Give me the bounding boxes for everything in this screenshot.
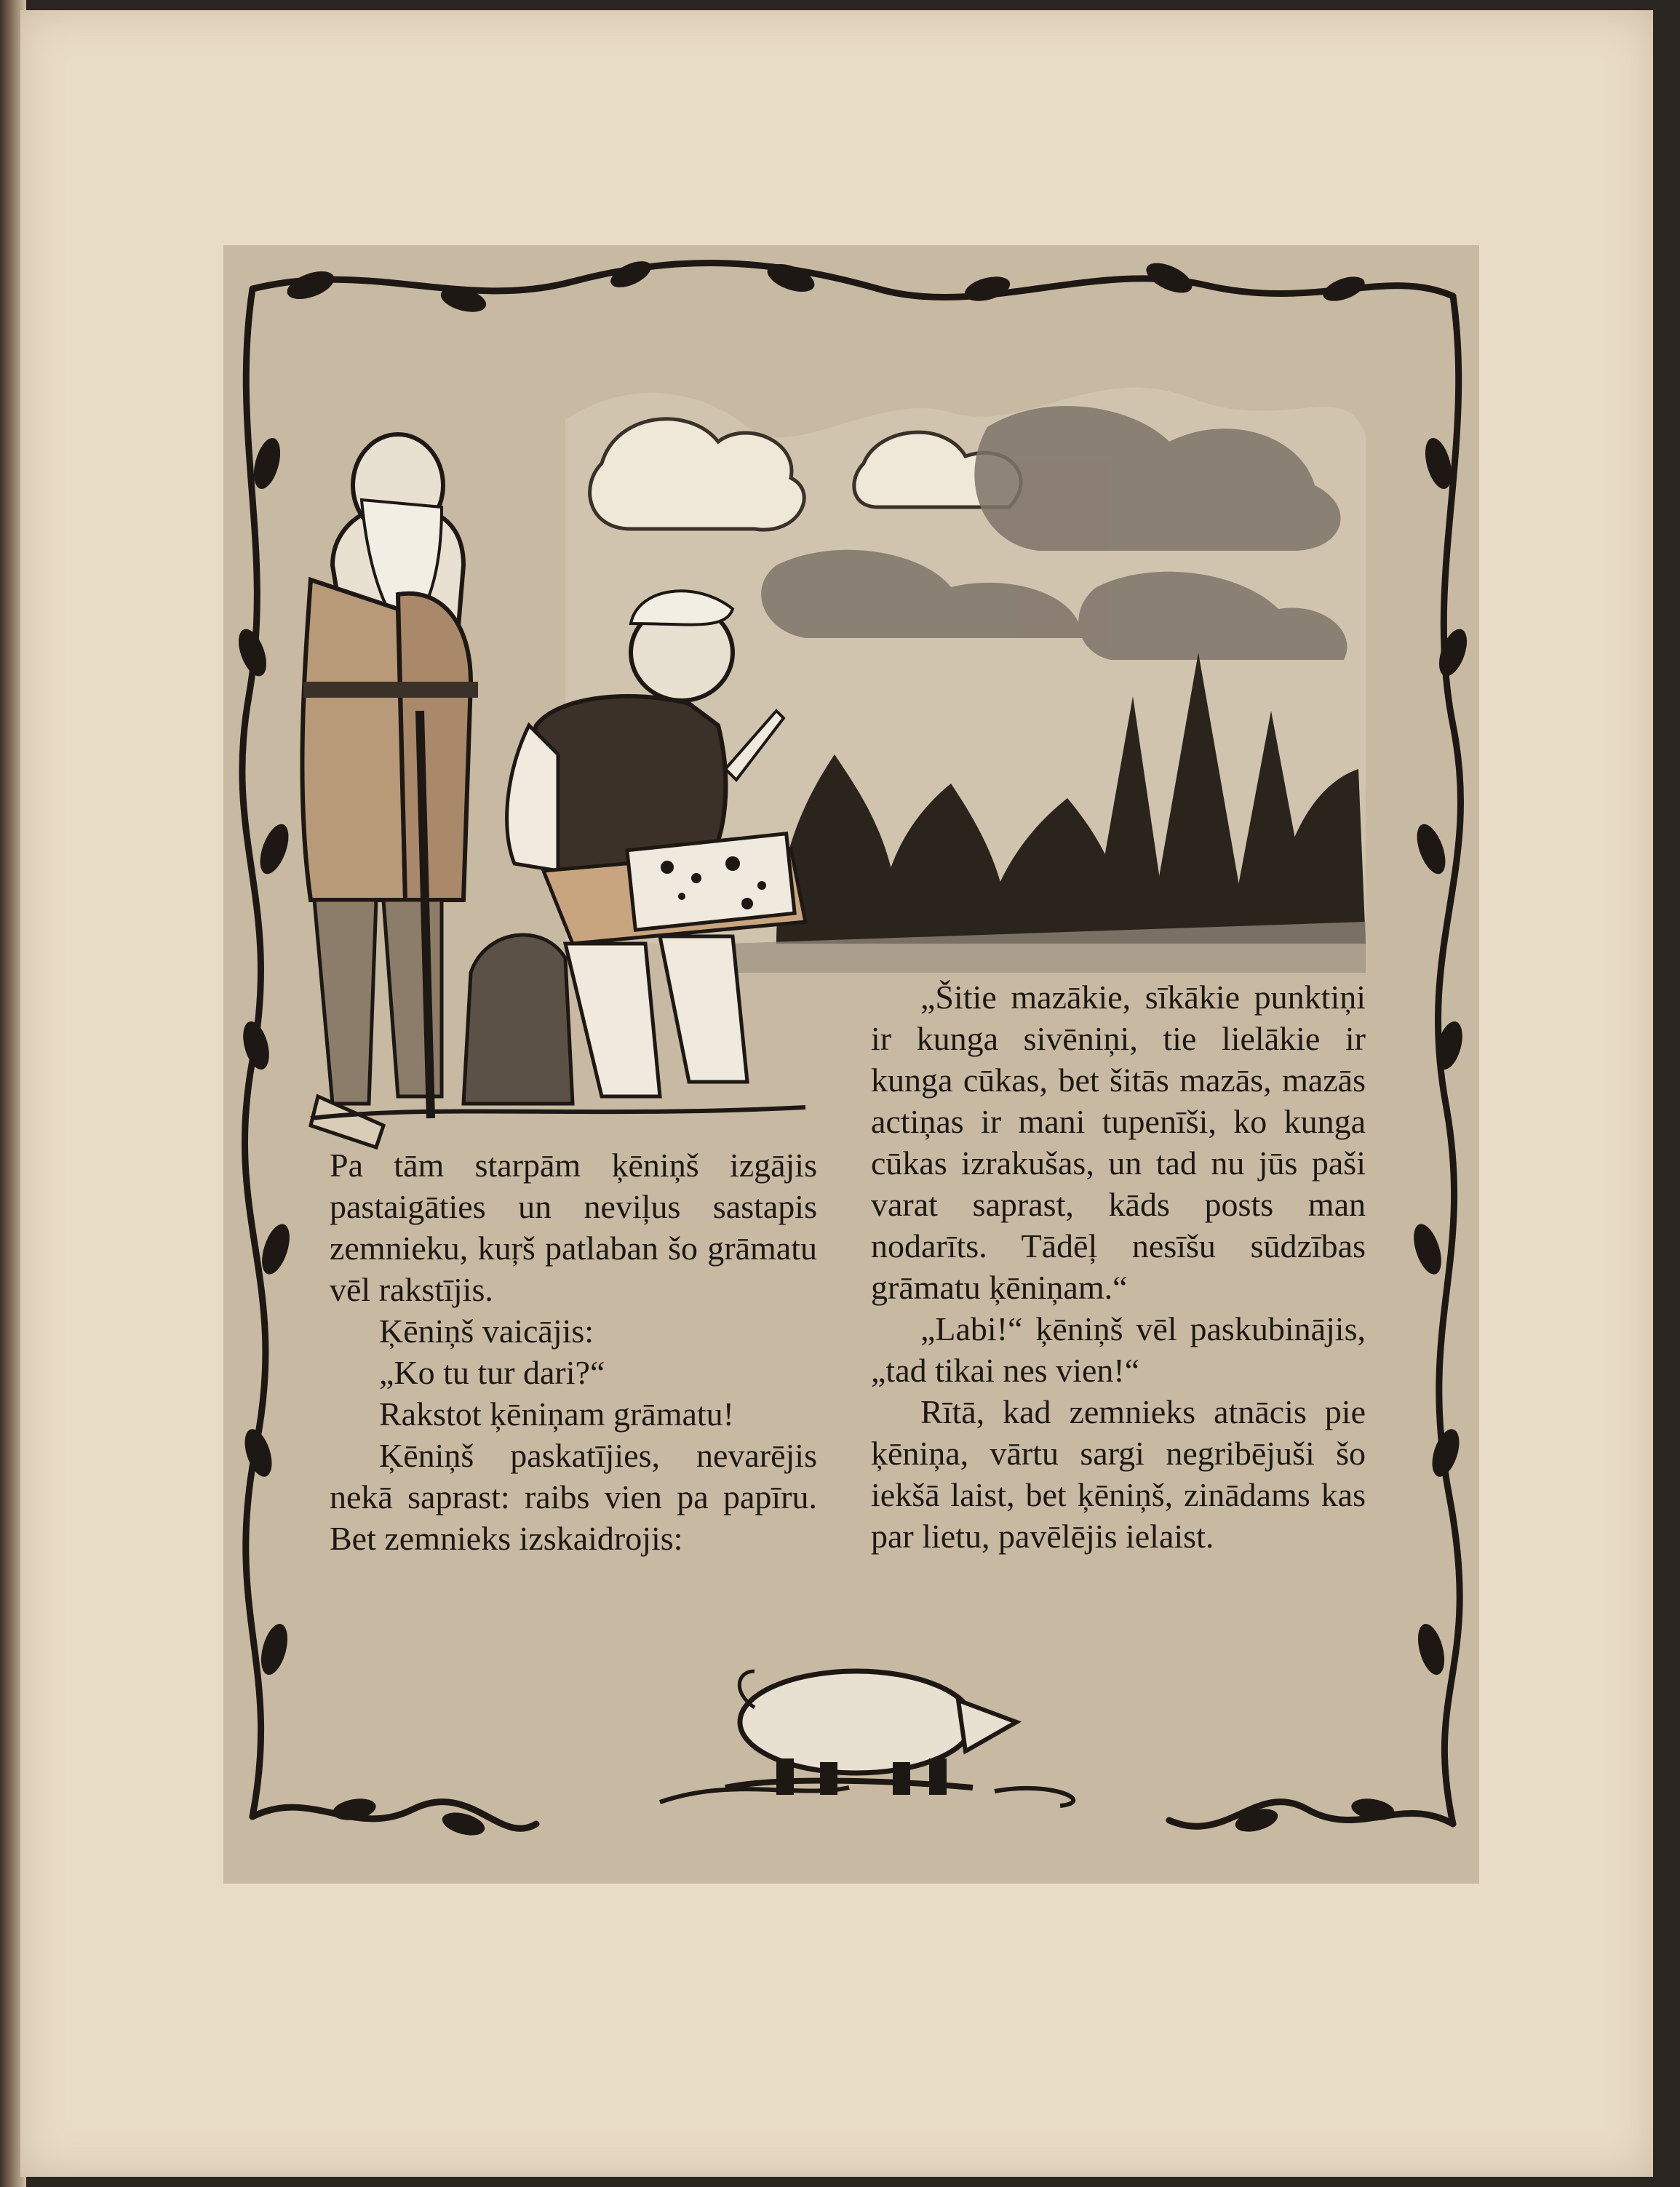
paragraph: Rītā, kad zemnieks atnācis pie ķēniņa, vārtu sargi negribējuši šo iekšā laist, bet ķēniņš, zinādams kas par lietu, pavēlējis ielaist. bbox=[871, 1393, 1366, 1555]
story-text-right-column bbox=[871, 976, 1366, 1557]
old-man-figure bbox=[302, 434, 478, 1147]
paragraph: „Labi!“ ķēniņš vēl paskubinājis, „tad tikai nes vien!“ bbox=[871, 1310, 1366, 1389]
pig-vignette bbox=[660, 1671, 1073, 1806]
paragraph: Pa tām starpām ķēniņš izgājis pastaigāties un neviļus sastapis zemnieku, kuŗš patlaban šo grāmatu vēl rakstījis. bbox=[330, 1147, 817, 1308]
paragraph: Ķēniņš paskatījies, nevarējis nekā saprast: raibs vien pa papīru. Bet zemnieks izskaidrojis: bbox=[330, 1437, 817, 1557]
illustrated-plate bbox=[223, 245, 1479, 1884]
paragraph: „Šitie mazākie, sīkākie punktiņi ir kunga sivēniņi, tie lielākie ir kunga cūkas, bet šitās mazās, mazās actiņas ir mani tupenīši, ko kunga cūkas izrakušas, un tad nu jūs paši varat saprast, kāds posts man nodarīts. Tādēļ nesīšu sūdzības grāmatu ķēniņam.“ bbox=[871, 979, 1366, 1306]
paragraph: Rakstot ķēniņam grāmatu! bbox=[379, 1395, 734, 1433]
paragraph: Ķēniņš vaicājis: bbox=[379, 1312, 594, 1350]
paragraph: „Ko tu tur dari?“ bbox=[379, 1354, 605, 1391]
book-page bbox=[20, 10, 1653, 2177]
story-text-left-column bbox=[330, 1144, 817, 1559]
